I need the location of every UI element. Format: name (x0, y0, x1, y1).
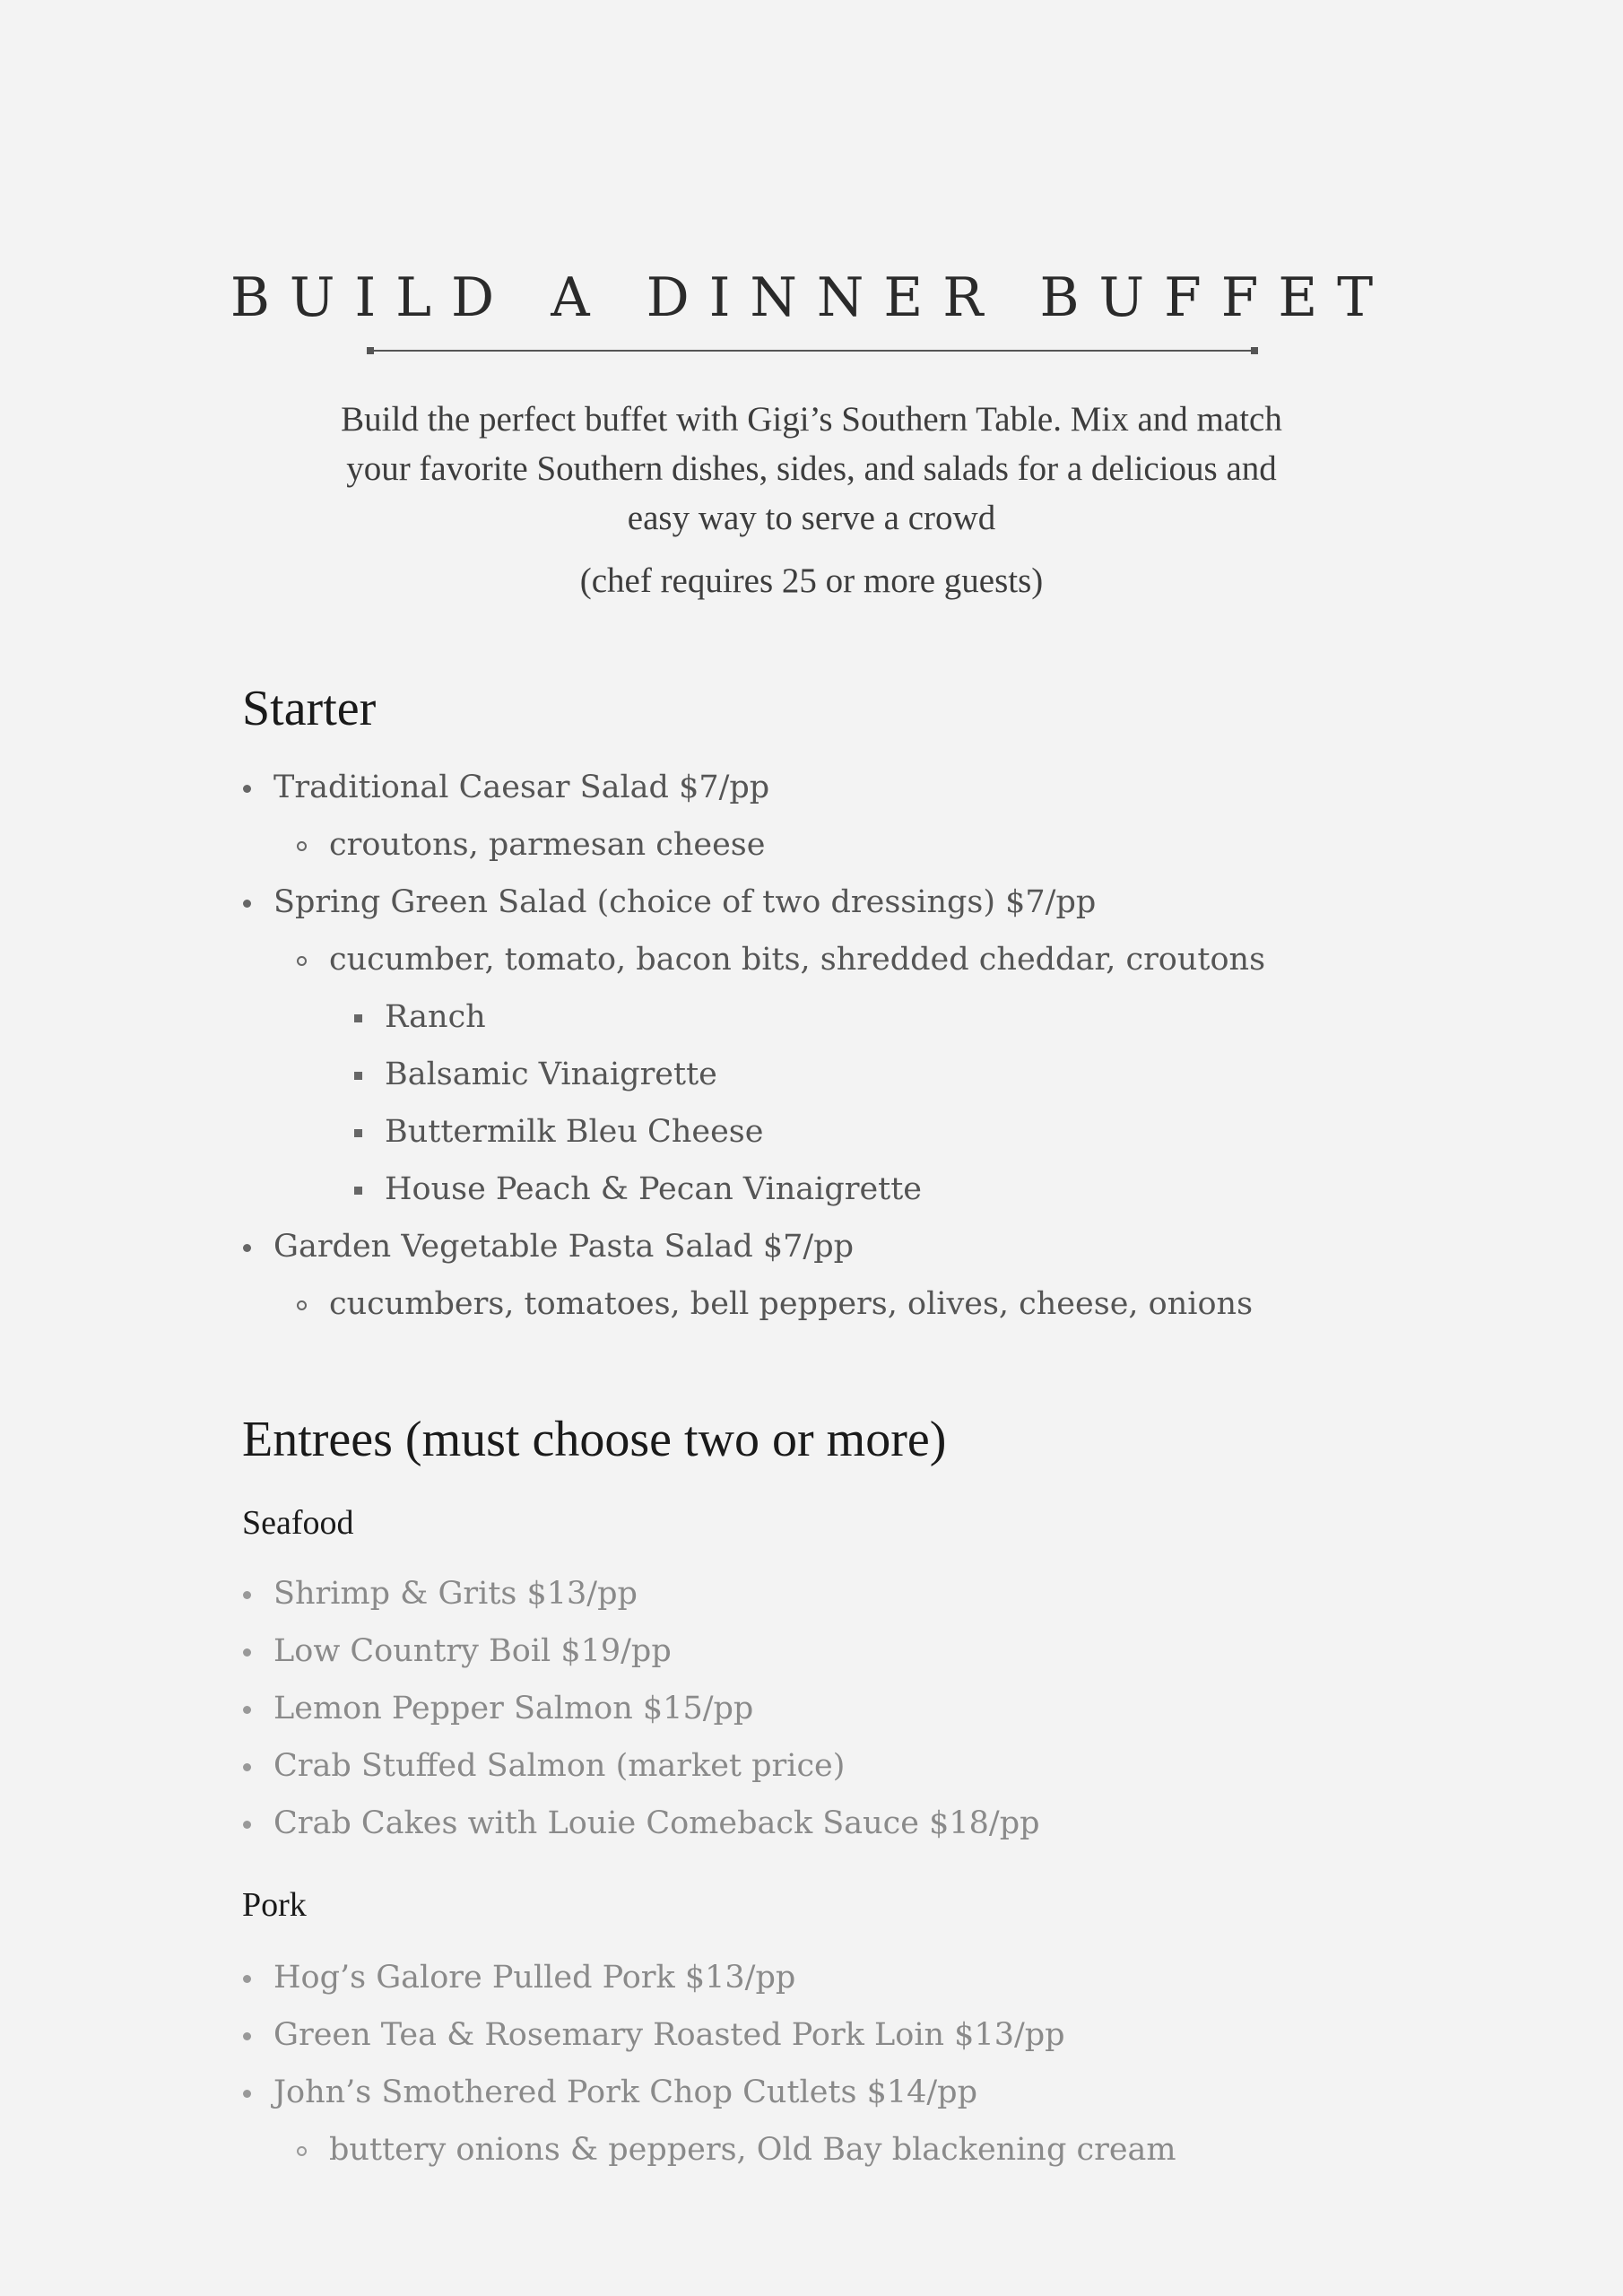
bullet-disc-icon (243, 1763, 251, 1771)
list-item: Spring Green Salad (choice of two dressings) $7/pp (273, 880, 1096, 925)
list-item-detail: cucumber, tomato, bacon bits, shredded cheddar, croutons (329, 937, 1265, 982)
list-item: John’s Smothered Pork Chop Cutlets $14/pp (273, 2070, 977, 2115)
list-item: Shrimp & Grits $13/pp (273, 1571, 638, 1616)
intro-line: Build the perfect buffet with Gigi’s Southern Table. Mix and match (341, 400, 1282, 439)
bullet-disc-icon (243, 785, 251, 793)
list-item-detail: buttery onions & peppers, Old Bay blackening cream (329, 2127, 1176, 2172)
bullet-disc-icon (243, 1821, 251, 1829)
bullet-disc-icon (243, 1706, 251, 1714)
intro-paragraph (269, 395, 1354, 543)
bullet-disc-icon (243, 2090, 251, 2098)
list-item: Low Country Boil $19/pp (273, 1629, 672, 1674)
bullet-square-icon (354, 1072, 362, 1080)
bullet-disc-icon (243, 1975, 251, 1983)
list-item: Garden Vegetable Pasta Salad $7/pp (273, 1224, 854, 1269)
bullet-disc-icon (243, 2032, 251, 2040)
dressing-option: Balsamic Vinaigrette (385, 1052, 717, 1097)
title-divider (369, 350, 1256, 352)
divider-cap-right (1251, 347, 1258, 354)
list-item: Lemon Pepper Salmon $15/pp (273, 1686, 753, 1731)
list-item: Crab Cakes with Louie Comeback Sauce $18/pp (273, 1801, 1040, 1846)
bullet-circle-icon (297, 2146, 307, 2156)
bullet-disc-icon (243, 1591, 251, 1599)
list-item: Crab Stuffed Salmon (market price) (273, 1744, 845, 1788)
bullet-square-icon (354, 1014, 362, 1022)
dressing-option: Buttermilk Bleu Cheese (385, 1109, 763, 1154)
dressing-option: House Peach & Pecan Vinaigrette (385, 1167, 922, 1212)
bullet-circle-icon (297, 841, 307, 851)
list-item-detail: croutons, parmesan cheese (329, 822, 765, 867)
bullet-disc-icon (243, 1648, 251, 1657)
list-item: Hog’s Galore Pulled Pork $13/pp (273, 1955, 795, 2000)
subheading-pork: Pork (242, 1886, 307, 1924)
guest-requirement-note: (chef requires 25 or more guests) (579, 561, 1044, 600)
section-heading-starter: Starter (242, 681, 377, 736)
bullet-square-icon (354, 1129, 362, 1137)
bullet-circle-icon (297, 956, 307, 966)
bullet-disc-icon (243, 1244, 251, 1252)
divider-cap-left (367, 347, 374, 354)
subheading-seafood: Seafood (242, 1504, 354, 1542)
bullet-circle-icon (297, 1300, 307, 1310)
page-title: BUILD A DINNER BUFFET (230, 266, 1393, 329)
bullet-disc-icon (243, 900, 251, 908)
list-item: Green Tea & Rosemary Roasted Pork Loin $13/pp (273, 2013, 1065, 2057)
section-heading-entrees: Entrees (must choose two or more) (242, 1412, 947, 1467)
intro-line: easy way to serve a crowd (627, 499, 996, 537)
intro-line: your favorite Southern dishes, sides, and salads for a delicious and (346, 449, 1277, 488)
list-item-detail: cucumbers, tomatoes, bell peppers, olives, cheese, onions (329, 1282, 1253, 1326)
dressing-option: Ranch (385, 995, 486, 1039)
list-item: Traditional Caesar Salad $7/pp (273, 765, 769, 810)
bullet-square-icon (354, 1187, 362, 1195)
